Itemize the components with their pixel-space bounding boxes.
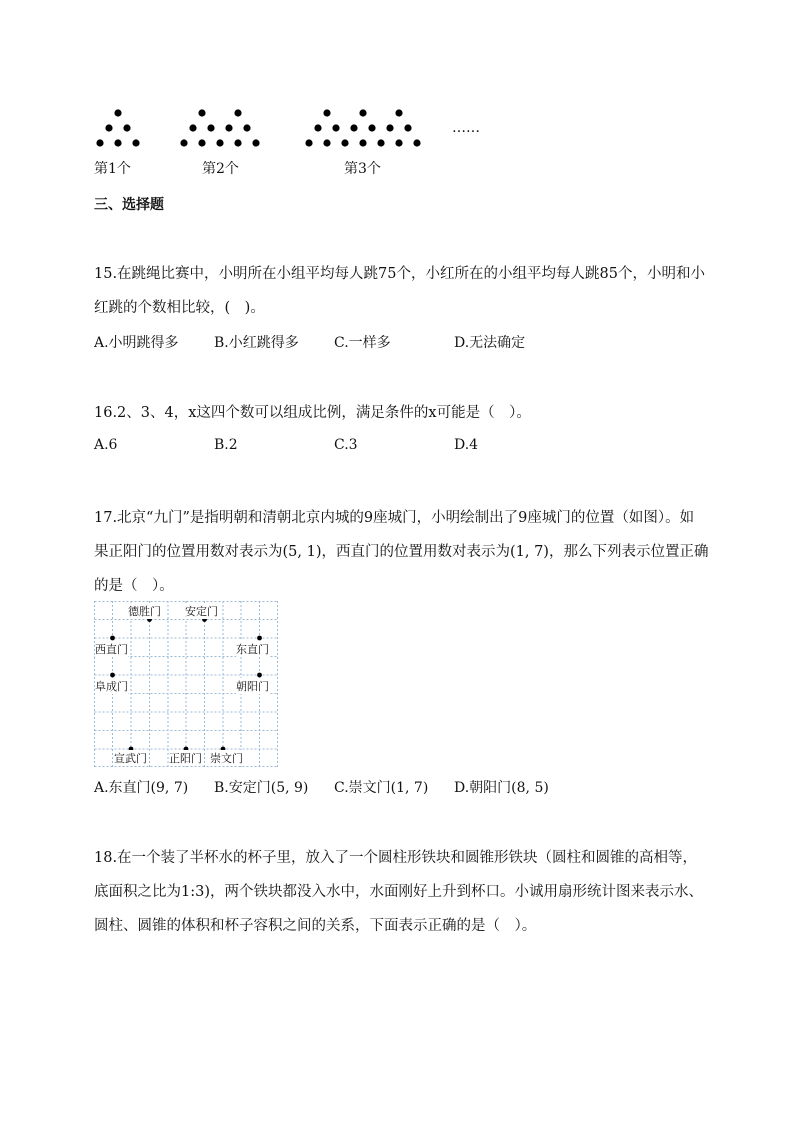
question-17-option-c[interactable]: C.崇文门(1, 7) xyxy=(334,780,429,796)
figure-label-3: 第3个 xyxy=(344,161,381,177)
figure-label-1: 第1个 xyxy=(94,161,131,177)
gate-label-xuanwu: 宣武门 xyxy=(114,752,147,765)
section-title: 三、选择题 xyxy=(94,197,164,213)
gate-label-zhengyang: 正阳门 xyxy=(169,752,202,765)
gate-label-anding: 安定门 xyxy=(185,605,218,618)
question-18-line-2: 底面积之比为1:3)，两个铁块都没入水中，水面刚好上升到杯口。小诚用扇形统计图来表示水、 xyxy=(94,884,703,900)
question-15-option-a[interactable]: A.小明跳得多 xyxy=(94,335,179,351)
question-15-line-1: 15.在跳绳比赛中，小明所在小组平均每人跳75个，小红所在的小组平均每人跳85个，小明和小 xyxy=(94,266,705,282)
question-17-option-b[interactable]: B.安定门(5, 9) xyxy=(214,780,309,796)
question-17-line-3: 的是（ ）。 xyxy=(94,578,174,594)
city-gate-map xyxy=(94,601,278,767)
question-17-option-a[interactable]: A.东直门(9, 7) xyxy=(94,780,189,796)
gate-label-dongzhi: 东直门 xyxy=(236,643,269,656)
question-15-option-b[interactable]: B.小红跳得多 xyxy=(214,335,299,351)
gate-label-fucheng: 阜成门 xyxy=(95,680,128,693)
question-18-line-3: 圆柱、圆锥的体积和杯子容积之间的关系，下面表示正确的是（ ）。 xyxy=(94,918,537,934)
question-15-option-d[interactable]: D.无法确定 xyxy=(454,335,526,351)
question-15-line-2: 红跳的个数相比较，( )。 xyxy=(94,300,265,316)
question-17-line-2: 果正阳门的位置用数对表示为(5, 1)，西直门的位置用数对表示为(1, 7)，那么下列表示位置正确 xyxy=(94,544,709,560)
question-16-option-d[interactable]: D.4 xyxy=(454,437,479,453)
question-16-option-a[interactable]: A.6 xyxy=(94,437,118,453)
figure-label-2: 第2个 xyxy=(202,161,239,177)
dot-pattern-figure xyxy=(90,100,510,156)
gate-label-desheng: 德胜门 xyxy=(128,605,161,618)
question-17-option-d[interactable]: D.朝阳门(8, 5) xyxy=(454,780,549,796)
gate-label-xizhi: 西直门 xyxy=(95,643,128,656)
ellipsis: …… xyxy=(452,120,480,136)
question-18-line-1: 18.在一个装了半杯水的杯子里，放入了一个圆柱形铁块和圆锥形铁块（圆柱和圆锥的高相等， xyxy=(94,850,698,866)
gate-label-chongwen: 崇文门 xyxy=(210,752,243,765)
question-16-option-c[interactable]: C.3 xyxy=(334,437,358,453)
question-15-option-c[interactable]: C.一样多 xyxy=(334,335,391,351)
question-17-line-1: 17.北京“九门”是指明朝和清朝北京内城的9座城门，小明绘制出了9座城门的位置（如图）。如 xyxy=(94,510,695,526)
question-16-line-1: 16.2、3、4，x这四个数可以组成比例，满足条件的x可能是（ ）。 xyxy=(94,405,531,421)
gate-label-chaoyang: 朝阳门 xyxy=(236,680,269,693)
question-16-option-b[interactable]: B.2 xyxy=(214,437,238,453)
